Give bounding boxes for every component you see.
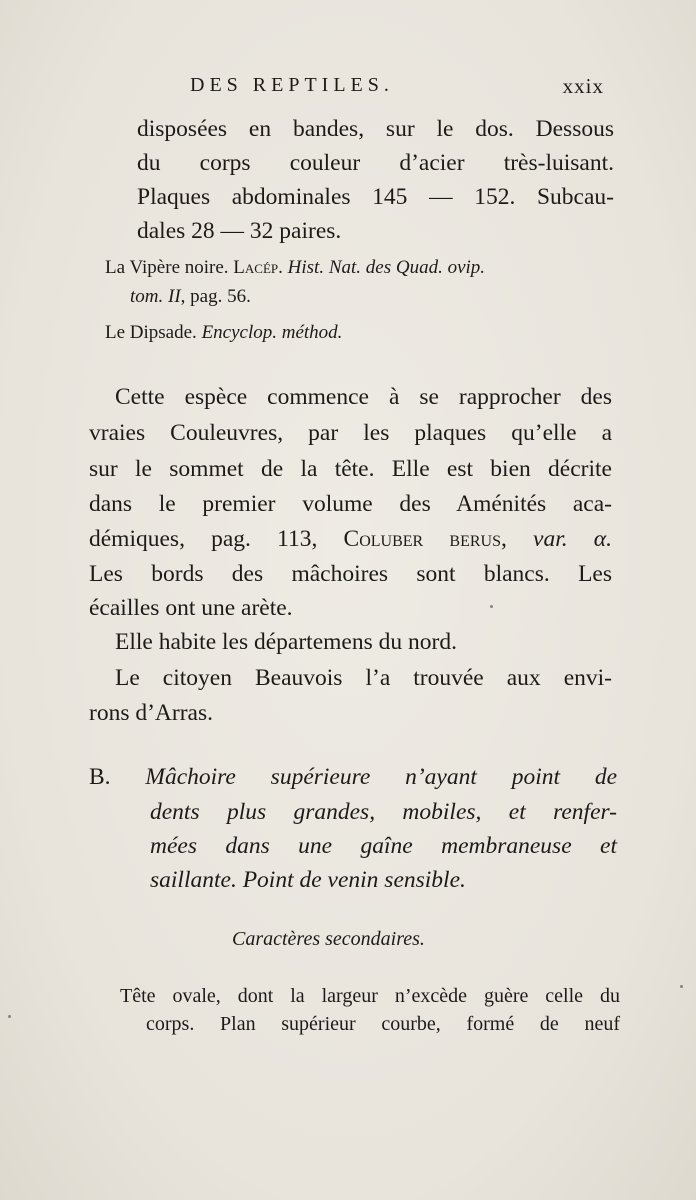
page-number: xxix [562,74,604,98]
text-line: Tête ovale, dont la largeur n’excède guère celle du [120,985,620,1007]
citation: tom. II, pag. 56. [130,286,251,307]
text-line: vraies Couleuvres, par les plaques qu’elle a [89,420,612,446]
text-line: disposées en bandes, sur le dos. Dessous [137,116,614,142]
section-line: dents plus grandes, mobiles, et renfer- [150,799,617,825]
text-line: du corps couleur d’acier très-luisant. [137,150,614,176]
section-line: saillante. Point de venin sensible. [150,867,466,893]
section-line: mées dans une gaîne membraneuse et [150,833,617,859]
text-line: Elle habite les départemens du nord. [115,629,457,655]
citation: La Vipère noire. Lacép. Hist. Nat. des Quad. ovip. [105,257,486,278]
subheading: Caractères secondaires. [232,928,425,950]
paper-speck [8,1015,11,1018]
text-line: Cette espèce commence à se rapprocher des [115,384,612,410]
text-line: sur le sommet de la tête. Elle est bien décrite [89,456,612,482]
running-header-title: DES REPTILES. [190,74,394,96]
running-header [190,74,604,97]
text-line: Les bords des mâchoires sont blancs. Les [89,561,612,587]
text-line: Le citoyen Beauvois l’a trouvée aux envi- [115,665,612,691]
text-line: dans le premier volume des Aménités aca- [89,491,612,517]
text-line: écailles ont une arète. [89,595,293,621]
citation: Le Dipsade. Encyclop. méthod. [105,322,343,343]
section-heading-line: B. Mâchoire supérieure n’ayant point de [89,764,617,790]
text-line: Plaques abdominales 145 — 152. Subcau- [137,184,614,210]
text-line: démiques, pag. 113, Coluber berus, var. α. [89,526,613,552]
text-line: dales 28 — 32 paires. [137,218,342,244]
paper-speck [490,605,493,608]
text-line: corps. Plan supérieur courbe, formé de neuf [146,1013,620,1035]
text-line: rons d’Arras. [89,700,213,726]
paper-speck [680,985,683,988]
